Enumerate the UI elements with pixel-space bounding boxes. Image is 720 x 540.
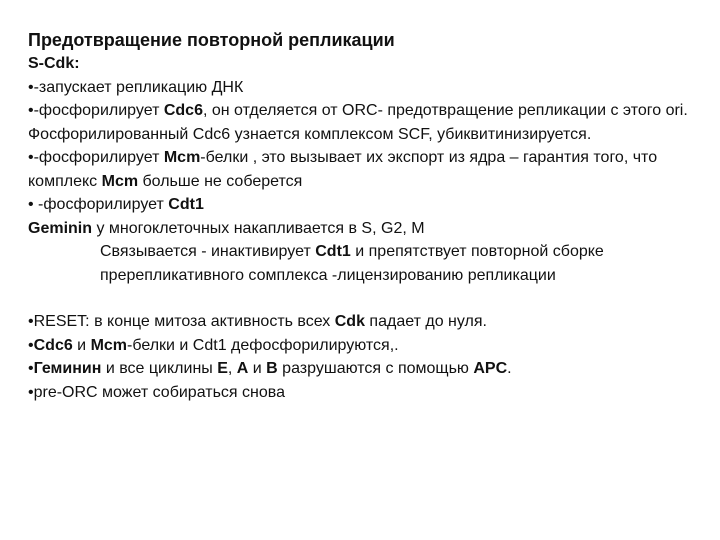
scdk-item-3-mid: -белки , это вызывает их экспорт из ядра – гарантия того, что комплекс	[28, 149, 658, 190]
spacer	[28, 287, 698, 310]
bottom-item-3-apc: APC	[473, 360, 508, 377]
scdk-item-4-cdt1: Cdt1	[168, 196, 204, 213]
bottom-item-3-dot: .	[507, 360, 512, 377]
scdk-item-3	[28, 146, 698, 193]
scdk-item-2-rest: , он отделяется от ORC- предотвращение репликации с этого ori. Фосфорилированный Cdc6 узнается комплексом SCF, убиквитинизируется.	[28, 102, 688, 143]
bottom-item-2-mid2: -белки и	[127, 336, 193, 354]
bottom-item-3-and: и	[248, 360, 267, 377]
bottom-item-2-mcm: Mcm	[90, 336, 128, 354]
scdk-item-3-mcm-1: Mcm	[163, 149, 201, 166]
scdk-item-3-mcm-2: Mcm	[101, 172, 139, 190]
bottom-item-3-comma: ,	[227, 360, 237, 377]
bottom-item-3-cyclin-b: B	[266, 360, 278, 377]
bottom-item-2	[28, 334, 698, 358]
bottom-item-2-cdt1: Cdt1	[192, 336, 227, 354]
scdk-item-1: •-запускает репликацию ДНК	[28, 78, 244, 96]
bottom-item-3-cyclin-e: E	[217, 360, 228, 377]
bottom-item-1-prefix: •RESET: в конце митоза активность всех	[28, 313, 335, 330]
scdk-item-2	[28, 99, 698, 146]
geminin-label: Geminin	[28, 219, 93, 237]
bottom-item-1	[28, 310, 698, 334]
slide-content	[28, 28, 698, 404]
bottom-item-3-bullet: •	[28, 360, 34, 377]
geminin-detail	[28, 240, 698, 287]
geminin-rest: у многоклеточных накапливается в S, G2, M	[92, 219, 425, 237]
geminin-detail-rest: и препятствует повторной сборке пререпликативного сомплекса -лицензированию репликации	[100, 243, 604, 284]
bottom-item-3-cyclin-a: A	[236, 360, 249, 377]
geminin-line	[28, 217, 698, 241]
bottom-item-3-mid: и все циклины	[101, 360, 218, 377]
slide-title: Предотвращение повторной репликации	[28, 30, 395, 50]
bottom-item-4: •pre-ORC может собираться снова	[28, 383, 285, 401]
bottom-item-2-cdc6: Cdc6	[33, 336, 73, 354]
scdk-item-3-rest: больше не соберется	[138, 172, 303, 190]
scdk-item-2-cdc6: Cdc6	[163, 102, 203, 119]
bottom-item-1-cdk: Cdk	[334, 313, 365, 330]
scdk-label: S-Cdk:	[28, 55, 80, 72]
bottom-item-1-rest: падает до нуля.	[364, 313, 487, 330]
scdk-item-3-prefix: •-фосфорилирует	[28, 149, 164, 166]
scdk-item-2-prefix: •-фосфорилирует	[28, 102, 164, 119]
scdk-item-4	[28, 193, 698, 217]
bottom-item-3-geminin: Геминин	[33, 360, 102, 377]
bottom-item-2-rest: дефосфорилируются,.	[226, 336, 399, 354]
bottom-item-2-bullet: •	[28, 336, 34, 354]
bottom-item-3-mid2: разрушаются с помощью	[277, 360, 474, 377]
geminin-detail-cdt1: Cdt1	[315, 243, 351, 260]
geminin-detail-prefix: Связывается - инактивирует	[100, 243, 316, 260]
bottom-item-3	[28, 357, 698, 381]
bottom-item-2-mid: и	[72, 336, 91, 354]
scdk-item-4-prefix: • -фосфорилирует	[28, 196, 169, 213]
